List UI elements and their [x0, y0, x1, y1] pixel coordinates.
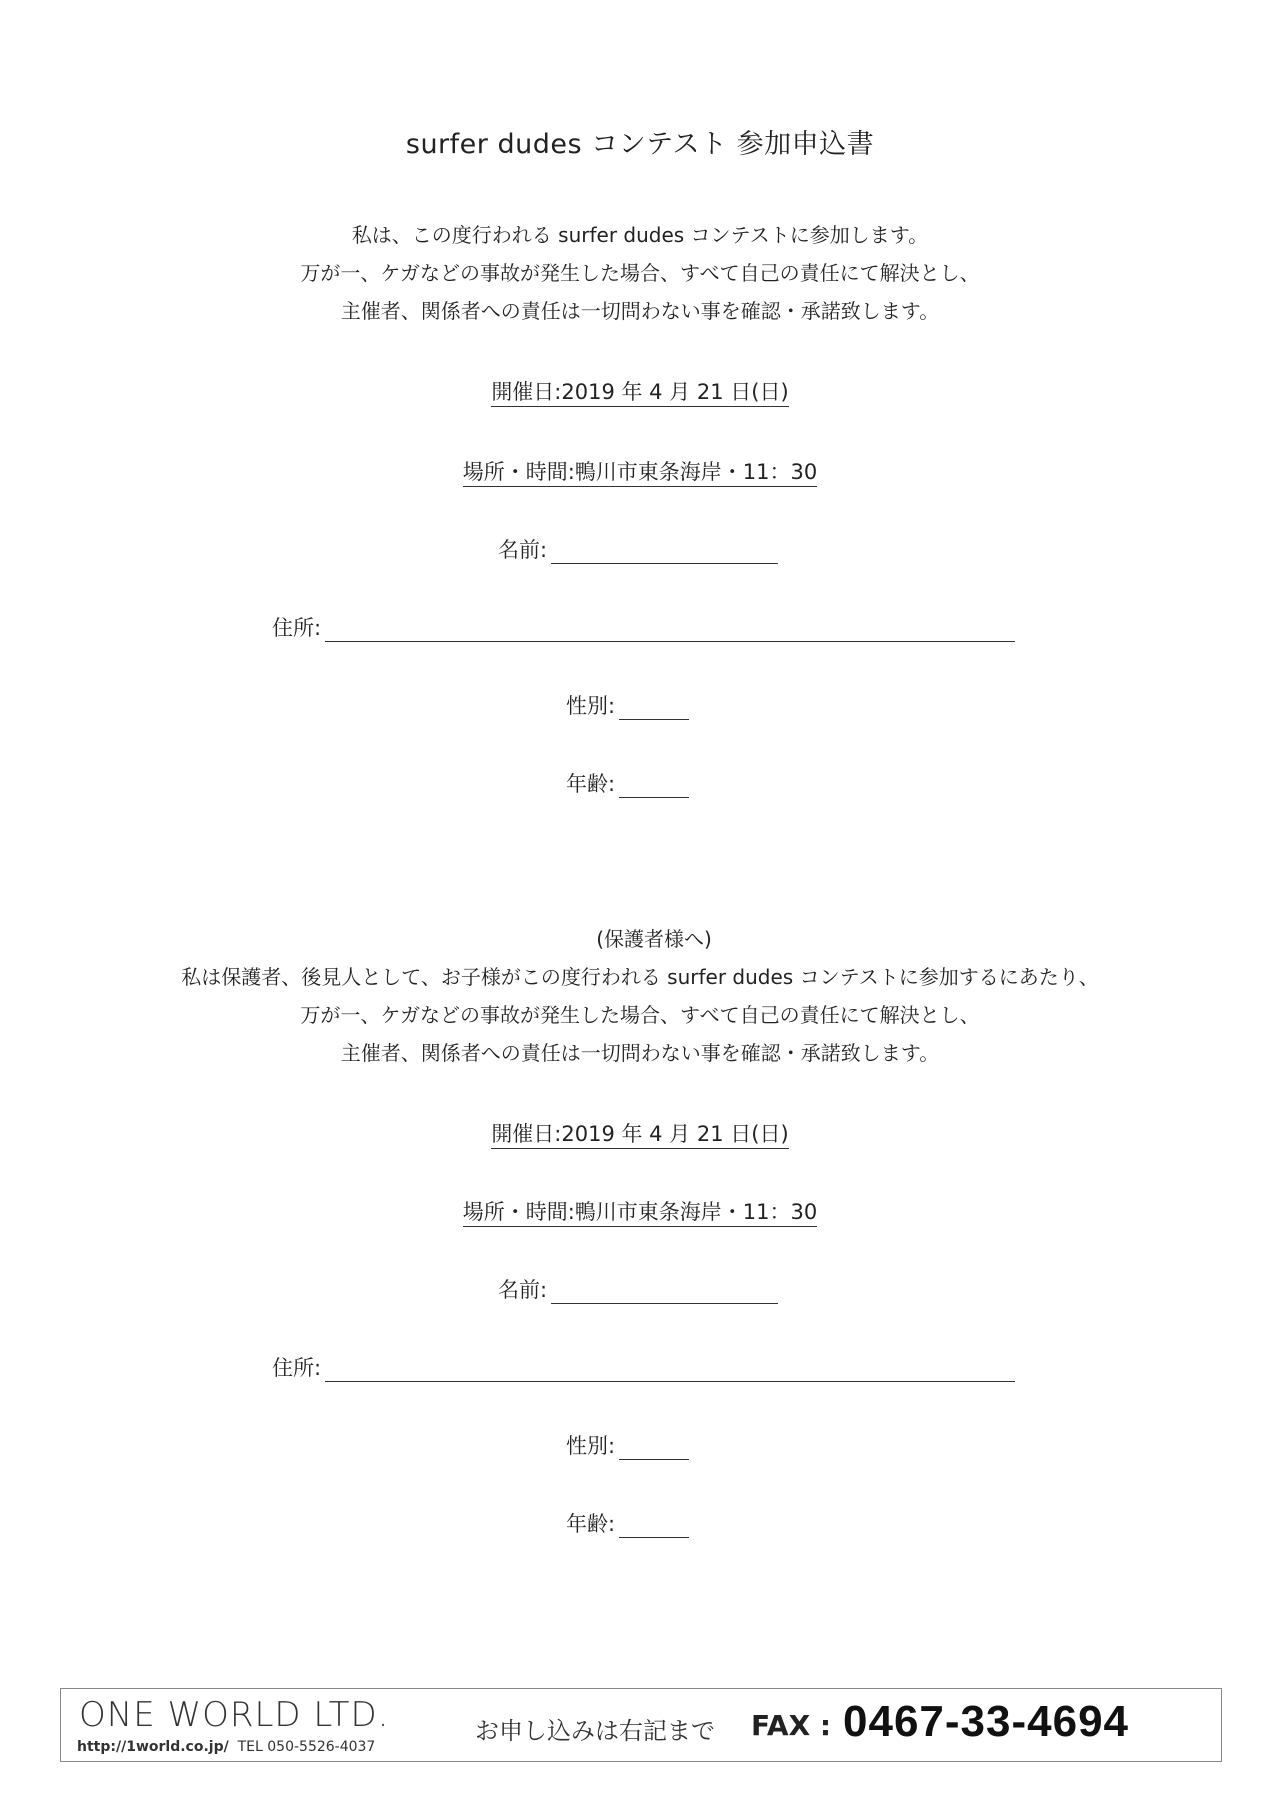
age-input-line[interactable] [619, 775, 689, 798]
contact-info [77, 1739, 375, 1755]
consent-line: 私は保護者、後見人として、お子様がこの度行われる surfer dudes コンテストに参加するにあたり、 [181, 965, 1099, 989]
address-input-line[interactable] [325, 1359, 1015, 1382]
gender-label: 性別: [566, 1434, 616, 1458]
guardian-consent-text [0, 958, 1280, 1072]
guardian-heading: (保護者様へ) [596, 927, 712, 951]
tel-number: TEL 050-5526-4037 [237, 1739, 376, 1755]
event-place-time: 場所・時間:鴨川市東条海岸・11：30 [0, 456, 1280, 486]
consent-line: 万が一、ケガなどの事故が発生した場合、すべて自己の責任にて解決とし、 [300, 1003, 980, 1027]
company-logo-text: ONE WORLD LTD. [79, 1695, 390, 1735]
age-input-line[interactable] [619, 1515, 689, 1538]
event-date-2: 開催日:2019 年 4 月 21 日(日) [0, 1118, 1280, 1148]
event-date: 開催日:2019 年 4 月 21 日(日) [0, 376, 1280, 406]
name-label: 名前: [498, 1278, 548, 1302]
guardian-address-field[interactable] [272, 1352, 1015, 1382]
event-place-time-2: 場所・時間:鴨川市東条海岸・11：30 [0, 1196, 1280, 1226]
name-input-line[interactable] [551, 541, 778, 564]
guardian-name-field[interactable] [498, 1274, 778, 1304]
guardian-gender-field[interactable] [566, 1430, 689, 1460]
name-label: 名前: [498, 538, 548, 562]
page-title: surfer dudes コンテスト 参加申込書 [405, 129, 875, 160]
age-label: 年齢: [566, 1512, 616, 1536]
consent-text [0, 216, 1280, 330]
address-label: 住所: [272, 1356, 322, 1380]
company-url-link[interactable]: http://1world.co.jp/ [77, 1739, 229, 1755]
footer-contact-box [60, 1688, 1222, 1762]
name-input-line[interactable] [551, 1281, 778, 1304]
gender-input-line[interactable] [619, 697, 689, 720]
address-label: 住所: [272, 616, 322, 640]
consent-line: 万が一、ケガなどの事故が発生した場合、すべて自己の責任にて解決とし、 [300, 261, 980, 285]
consent-line: 主催者、関係者への責任は一切問わない事を確認・承諾致します。 [340, 299, 940, 323]
address-field[interactable] [272, 612, 1015, 642]
gender-field[interactable] [566, 690, 689, 720]
guardian-age-field[interactable] [566, 1508, 689, 1538]
age-label: 年齢: [566, 772, 616, 796]
address-input-line[interactable] [325, 619, 1015, 642]
consent-line: 私は、この度行われる surfer dudes コンテストに参加します。 [351, 223, 929, 247]
age-field[interactable] [566, 768, 689, 798]
fax-label: FAX : [751, 1709, 832, 1742]
name-field[interactable] [498, 534, 778, 564]
gender-label: 性別: [566, 694, 616, 718]
fax-number: 0467-33-4694 [843, 1697, 1130, 1746]
gender-input-line[interactable] [619, 1437, 689, 1460]
consent-line: 主催者、関係者への責任は一切問わない事を確認・承諾致します。 [340, 1041, 940, 1065]
apply-instruction: お申し込みは右記まで [475, 1717, 715, 1745]
